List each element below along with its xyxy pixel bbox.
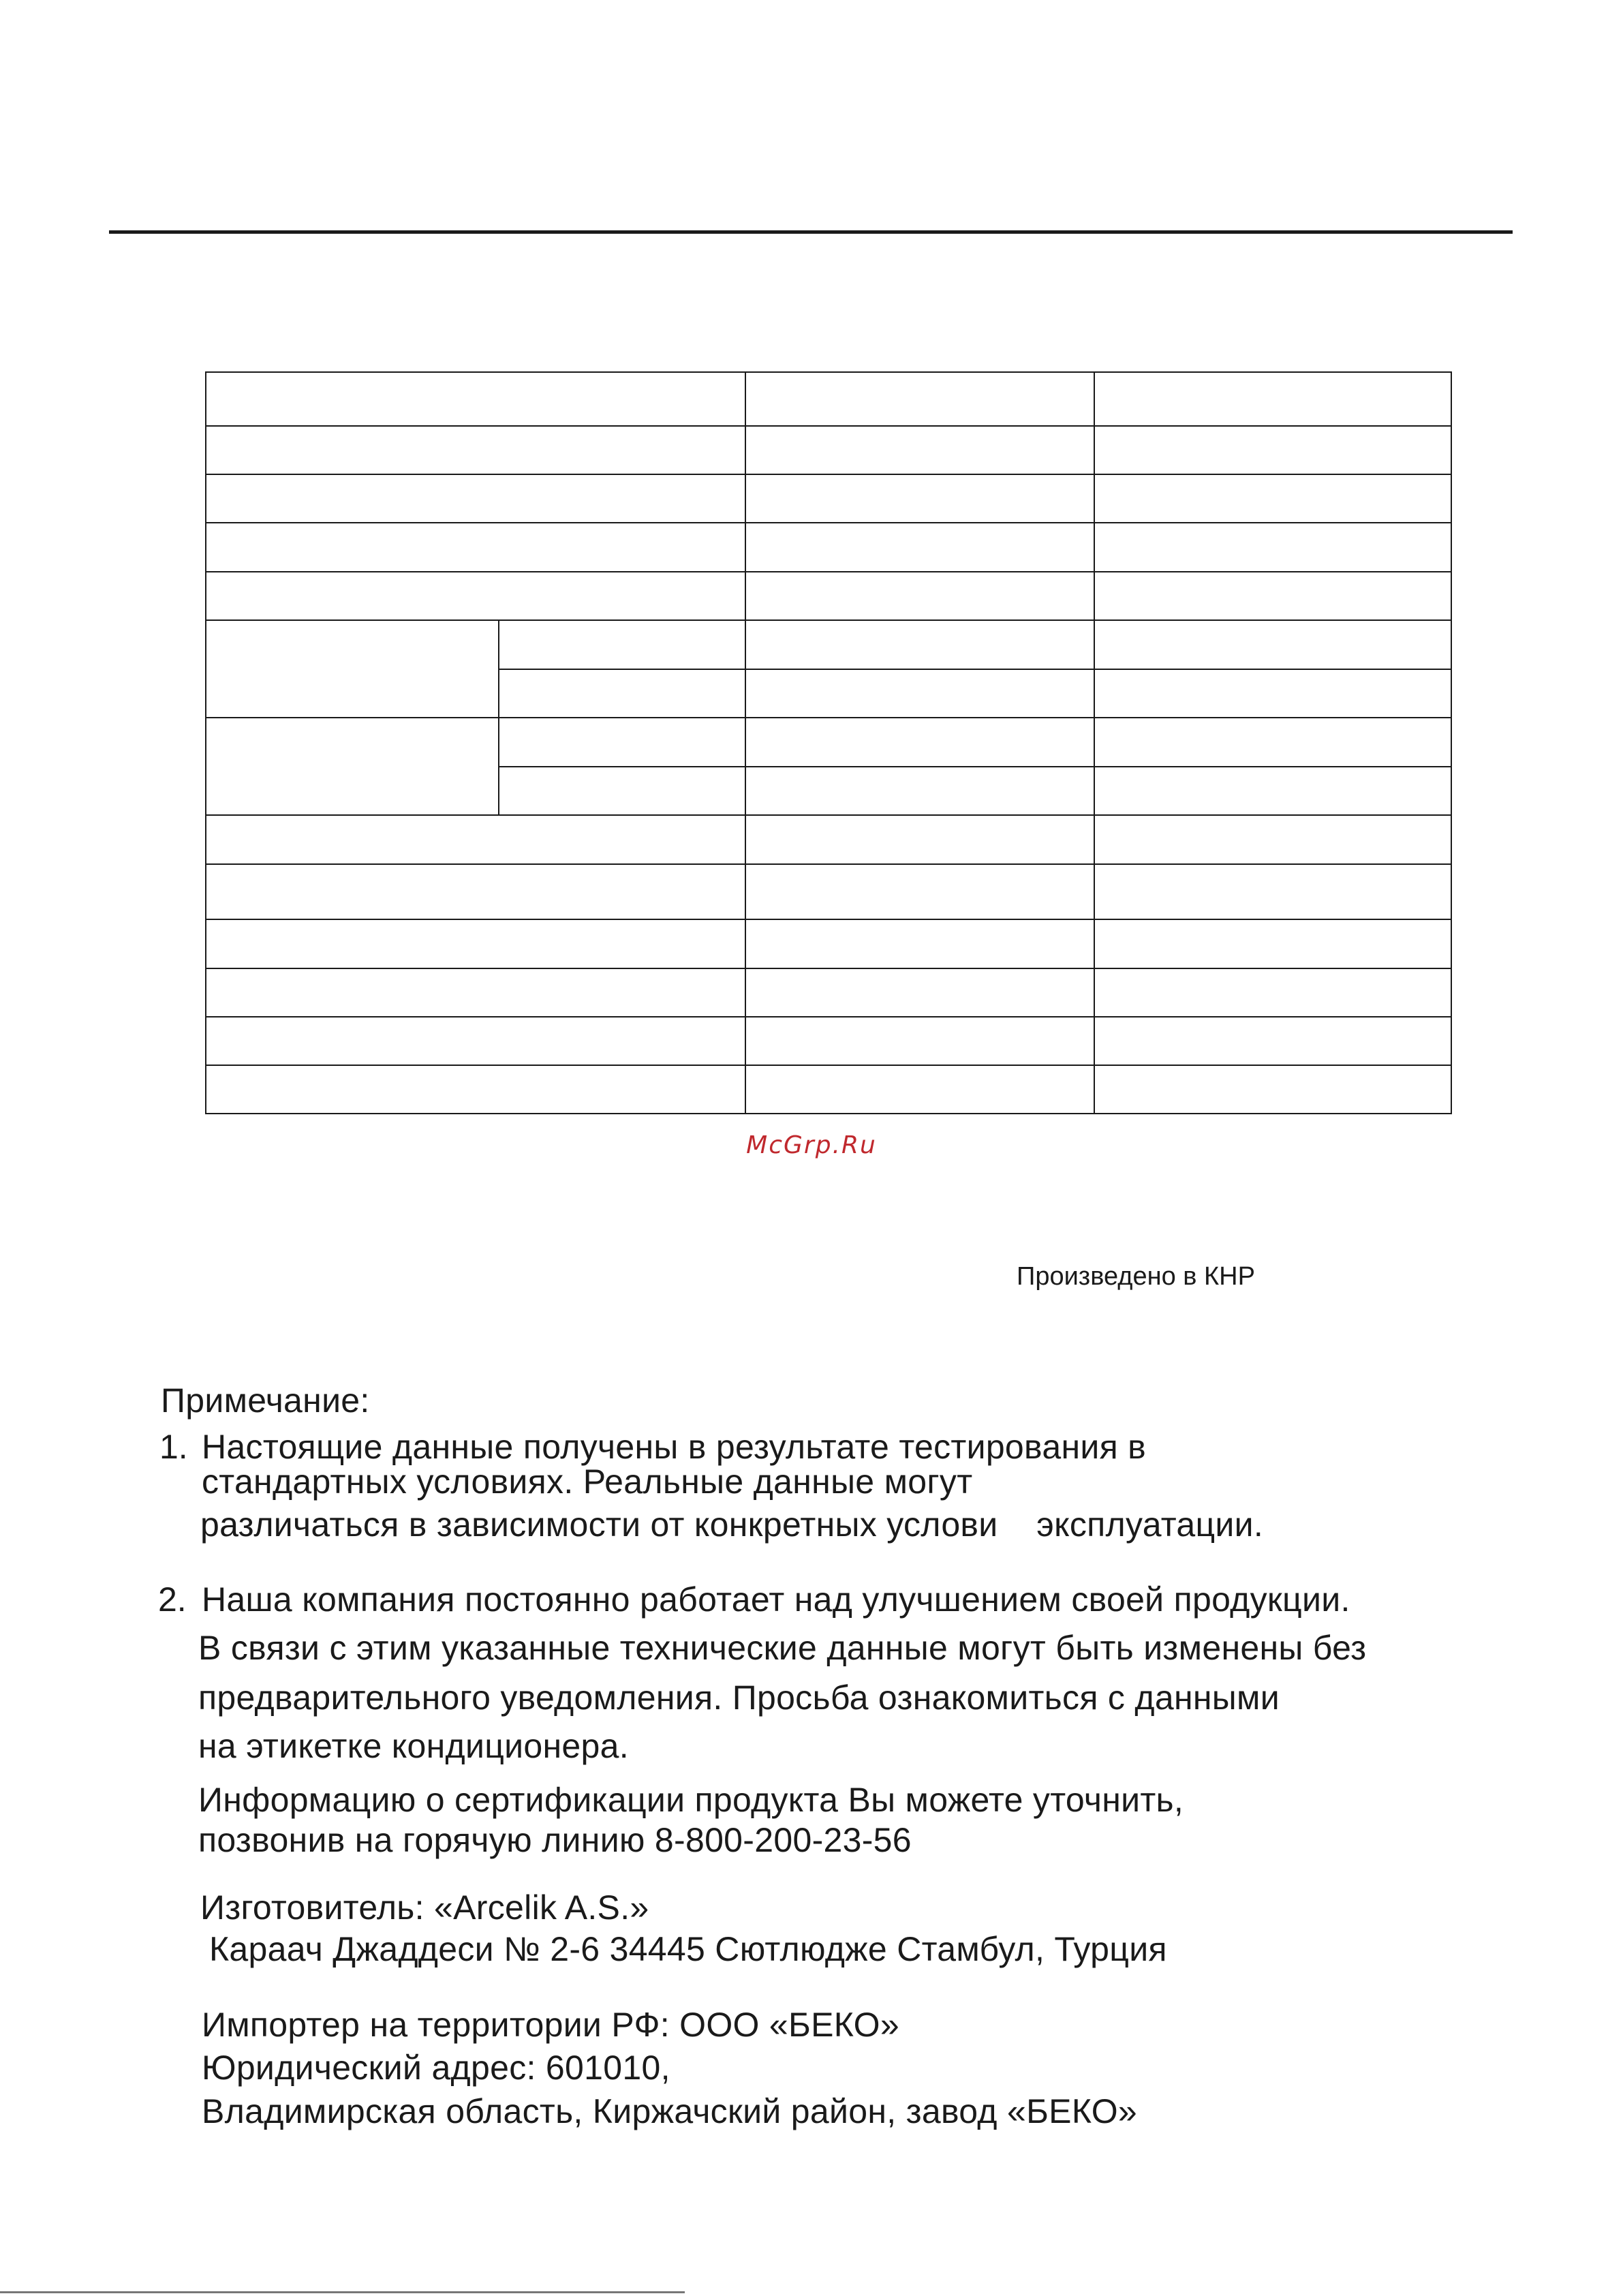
value-cell (745, 620, 1094, 669)
value-cell (745, 767, 1094, 815)
sublabel-cell (499, 718, 745, 766)
note-item-number: 2. (158, 1580, 187, 1619)
value-cell (745, 474, 1094, 523)
manufacturer-line-1: Изготовитель: «Arcelik A.S.» (200, 1888, 649, 1927)
value-cell (745, 864, 1094, 920)
table-row (206, 426, 1451, 474)
table-row (206, 572, 1451, 620)
footer-divider (0, 2291, 685, 2293)
row-label-cell (206, 426, 745, 474)
value-cell (1094, 1065, 1451, 1114)
row-label-cell (206, 572, 745, 620)
value-cell (745, 669, 1094, 718)
certification-line-1: Информацию о сертификации продукта Вы можете уточнить, (198, 1781, 1184, 1819)
value-cell (1094, 1017, 1451, 1065)
note-item-1-line-3: различаться в зависимости от конкретных услови эксплуатации. (200, 1505, 1264, 1544)
value-cell (745, 815, 1094, 863)
value-cell (745, 1065, 1094, 1114)
table-row (206, 718, 1451, 766)
importer-line-2: Юридический адрес: 601010, (202, 2049, 670, 2087)
note-item-number: 1. (159, 1428, 188, 1466)
value-cell (745, 523, 1094, 571)
row-label-cell (206, 372, 745, 426)
note-item-2-line-1: Наша компания постоянно работает над улучшением своей продукции. (202, 1580, 1350, 1619)
table-row (206, 864, 1451, 920)
group-label-cell (206, 620, 499, 718)
value-cell (1094, 372, 1451, 426)
sublabel-cell (499, 669, 745, 718)
value-cell (1094, 474, 1451, 523)
note-title: Примечание: (161, 1381, 370, 1420)
table-row (206, 1065, 1451, 1114)
row-label-cell (206, 864, 745, 920)
row-label-cell (206, 919, 745, 968)
row-label-cell (206, 1065, 745, 1114)
row-label-cell (206, 523, 745, 571)
row-label-cell (206, 1017, 745, 1065)
sublabel-cell (499, 767, 745, 815)
value-cell (1094, 669, 1451, 718)
header-divider (109, 230, 1513, 234)
note-item-1-line-2: стандартных условиях. Реальные данные могут (202, 1463, 973, 1501)
specifications-table (205, 371, 1452, 1114)
value-cell (745, 919, 1094, 968)
row-label-cell (206, 474, 745, 523)
value-cell (1094, 968, 1451, 1017)
certification-line-2: позвонив на горячую линию 8-800-200-23-56 (198, 1821, 912, 1859)
group-label-cell (206, 718, 499, 815)
value-cell (1094, 620, 1451, 669)
table-row (206, 815, 1451, 863)
note-item-2-line-3: предварительного уведомления. Просьба ознакомиться с данными (198, 1679, 1280, 1717)
value-cell (1094, 523, 1451, 571)
table-row (206, 968, 1451, 1017)
table-row (206, 919, 1451, 968)
made-in-label: Произведено в КНР (1017, 1262, 1255, 1291)
row-label-cell (206, 968, 745, 1017)
table-row (206, 620, 1451, 669)
value-cell (745, 968, 1094, 1017)
value-cell (1094, 919, 1451, 968)
value-cell (745, 572, 1094, 620)
value-cell (1094, 767, 1451, 815)
note-item-2-line-4: на этикетке кондиционера. (198, 1727, 629, 1765)
table-row (206, 523, 1451, 571)
row-label-cell (206, 815, 745, 863)
importer-line-3: Владимирская область, Киржачский район, завод «БЕКО» (202, 2092, 1137, 2130)
manufacturer-line-2: Караач Джаддеси № 2-6 34445 Сютлюдже Стамбул, Турция (209, 1930, 1167, 1968)
value-cell (745, 718, 1094, 766)
table-row (206, 474, 1451, 523)
note-item-1-line-1: Настоящие данные получены в результате тестирования в (202, 1428, 1147, 1466)
sublabel-cell (499, 620, 745, 669)
value-cell (745, 426, 1094, 474)
value-cell (1094, 864, 1451, 920)
value-cell (1094, 426, 1451, 474)
value-cell (745, 1017, 1094, 1065)
value-cell (1094, 572, 1451, 620)
watermark: McGrp.Ru (746, 1131, 877, 1159)
table-row (206, 372, 1451, 426)
note-item-2-line-2: В связи с этим указанные технические данные могут быть изменены без (198, 1629, 1367, 1667)
table-row (206, 1017, 1451, 1065)
value-cell (1094, 718, 1451, 766)
value-cell (1094, 815, 1451, 863)
importer-line-1: Импортер на территории РФ: ООО «БЕКО» (202, 2006, 899, 2044)
value-cell (745, 372, 1094, 426)
